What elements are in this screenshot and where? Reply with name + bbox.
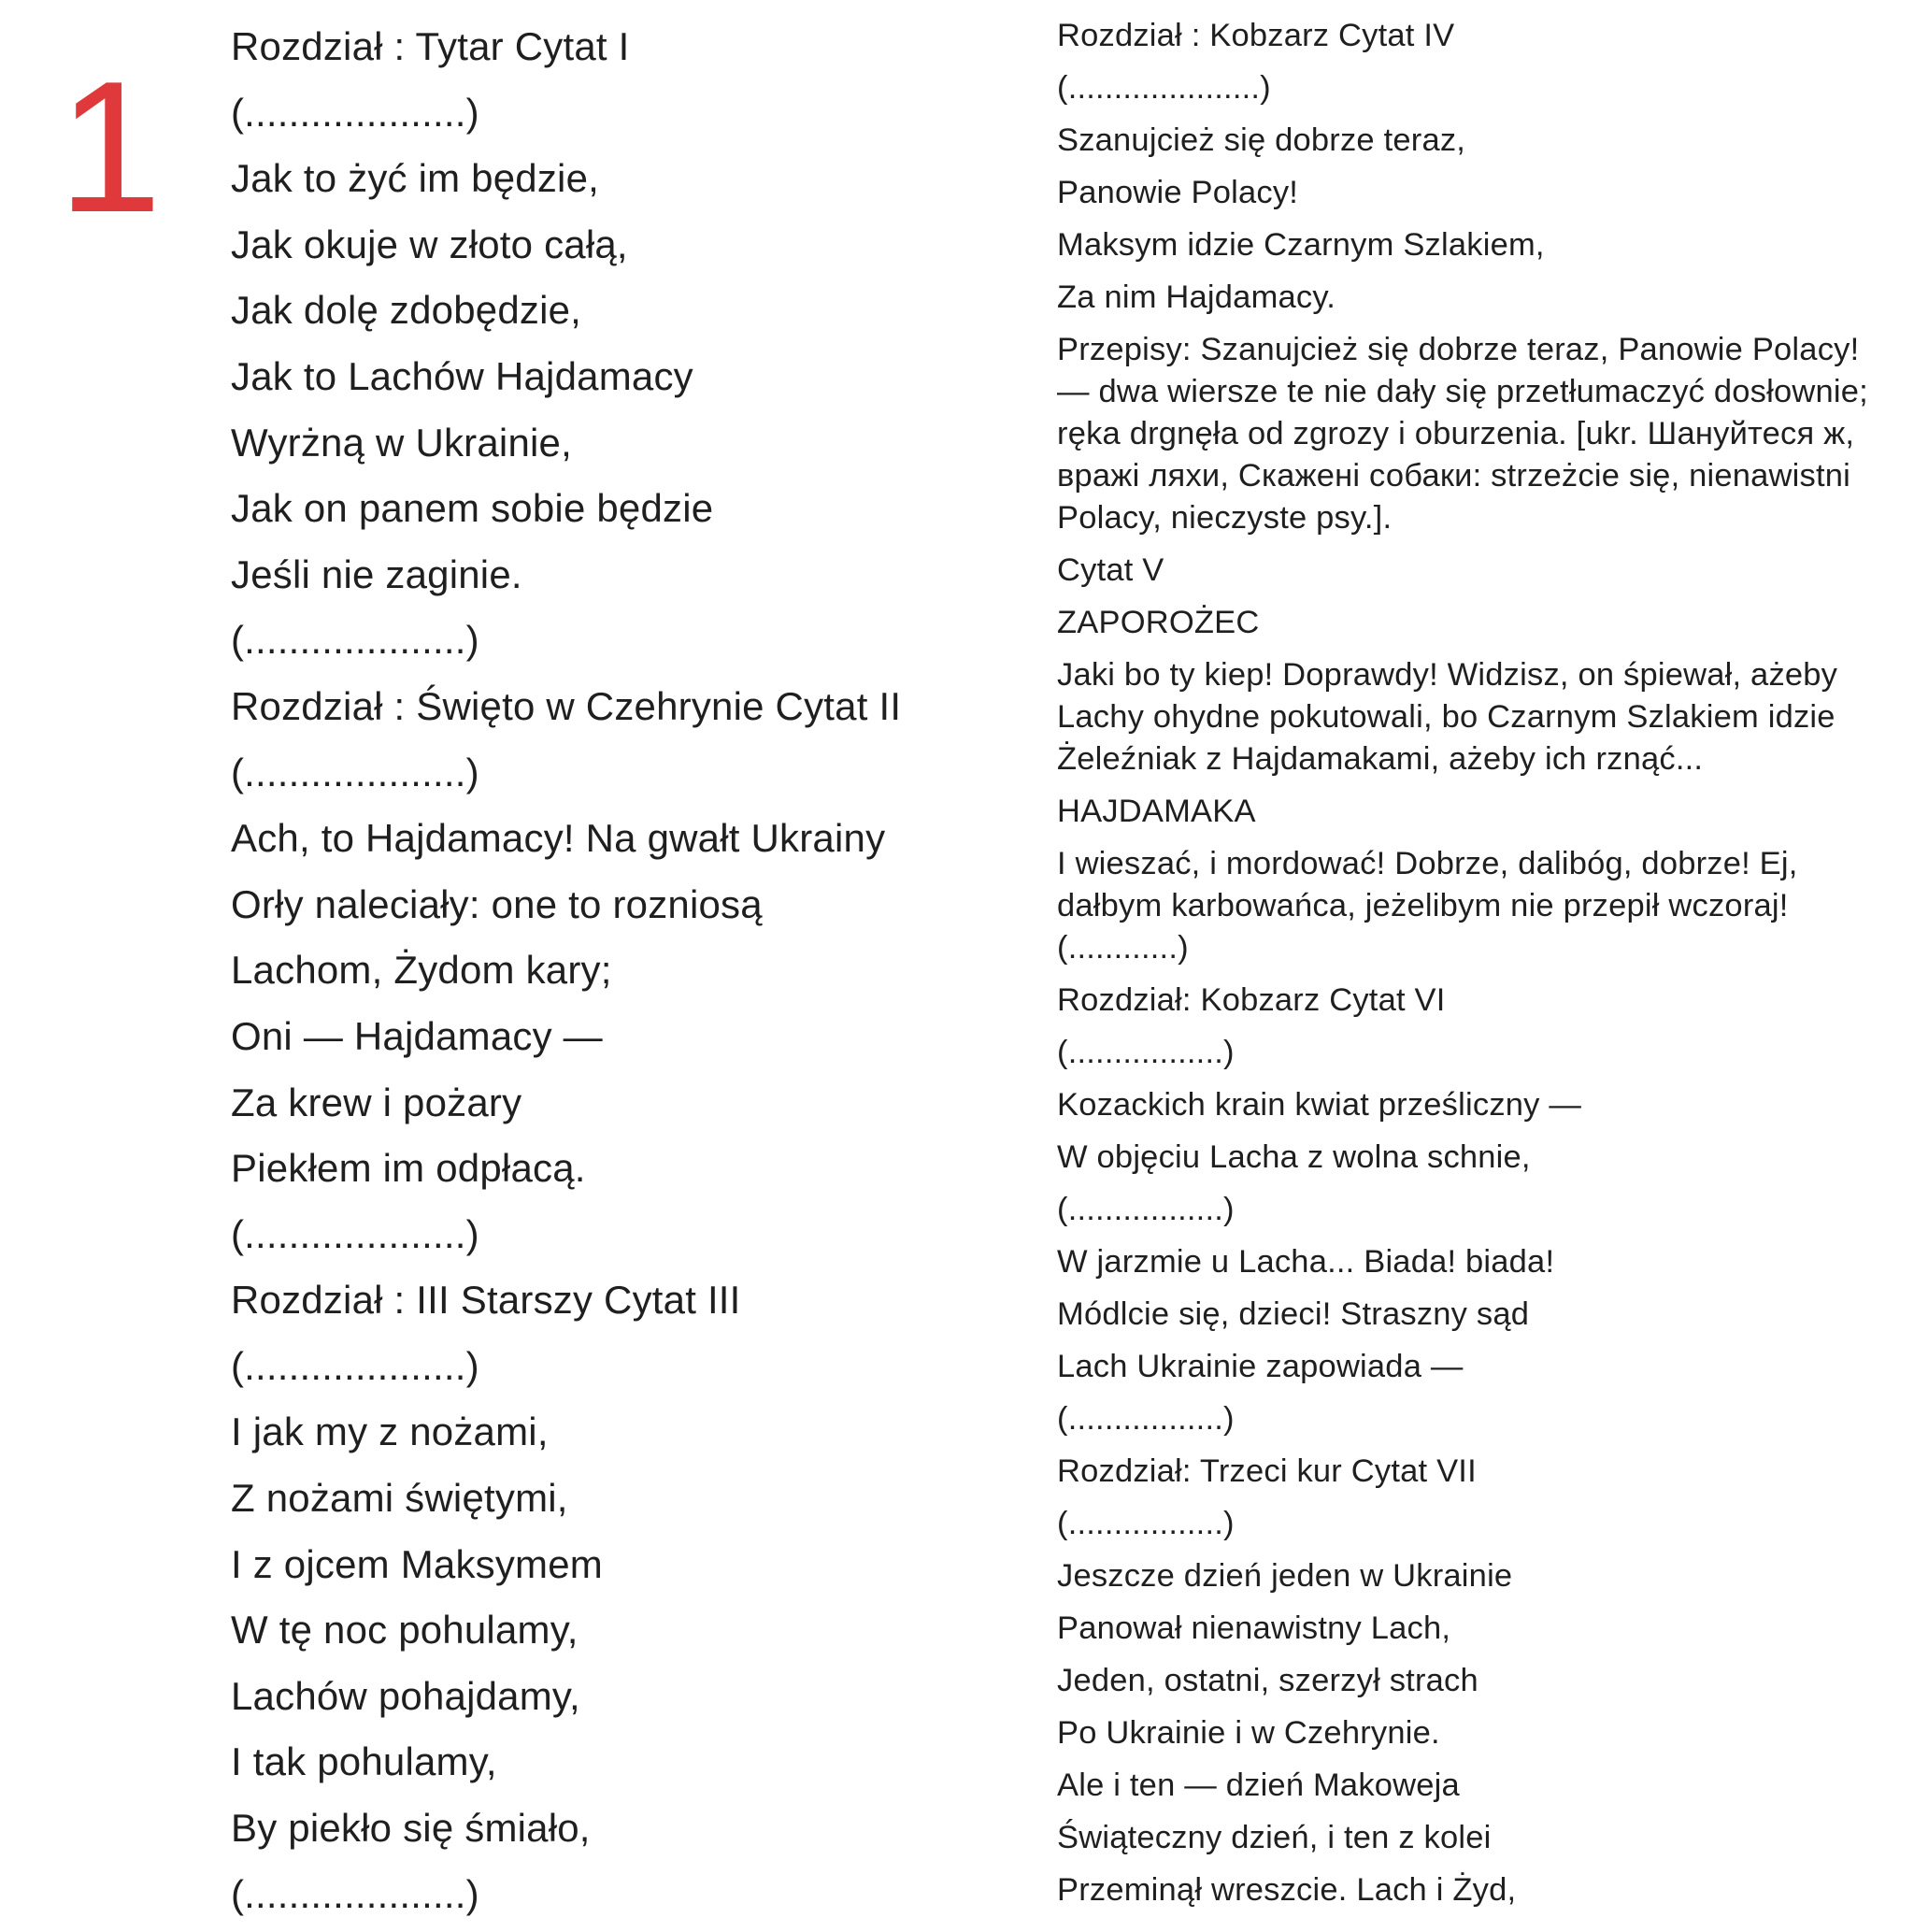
text-line: Cytat V — [1057, 552, 1164, 588]
text-line: Za nim Hajdamacy. — [1057, 279, 1336, 315]
text-line: (.................) — [1057, 1035, 1235, 1070]
text-line: Jeśli nie zaginie. — [231, 551, 522, 596]
text-line: Jak okuje w złoto całą, — [231, 222, 628, 266]
text-line: (.................) — [1057, 1401, 1235, 1437]
text-line: Ach, to Hajdamacy! Na gwałt Ukrainy — [231, 816, 886, 861]
text-line: Jak to Lachów Hajdamacy — [231, 353, 693, 398]
text-line: Piekłem im odpłacą. — [231, 1146, 586, 1191]
text-line: Jaki bo ty kiep! Doprawdy! Widzisz, on śpiewał, ażeby Lachy ohydne pokutowali, bo Czarnym Szlakiem idzie Żeleźniak z Hajdamakami, ażeby ich rznąć... — [1057, 657, 1838, 777]
text-line: Orły naleciały: one to rozniosą — [231, 881, 763, 926]
text-line: Lachów pohajdamy, — [231, 1673, 580, 1718]
text-line: Kozackich krain kwiat prześliczny — — [1057, 1087, 1582, 1123]
text-line: Panował nienawistny Lach, — [1057, 1610, 1451, 1646]
text-line: (....................) — [231, 1211, 479, 1256]
text-line: Rozdział: Trzeci kur Cytat VII — [1057, 1453, 1477, 1489]
text-line: (....................) — [231, 1871, 479, 1916]
text-line: (.................) — [1057, 1506, 1235, 1541]
text-line: Rozdział : Tytar Cytat I — [231, 24, 630, 68]
text-line: Przepisy: Szanujcież się dobrze teraz, Panowie Polacy! — dwa wiersze te nie dały się przetłumaczyć dosłownie; ręka drgnęła od zgrozy i oburzenia. [ukr. Шануйтеся ж, вражі ляхи, Скажені собаки: strzeżcie się, nienawistni Polacy, nieczyste psy.]. — [1057, 332, 1868, 536]
text-line: Ale i ten — dzień Makoweja — [1057, 1767, 1460, 1803]
text-line: Szanujcież się dobrze teraz, — [1057, 122, 1466, 158]
text-line: (....................) — [231, 1343, 479, 1388]
text-line: Jeszcze dzień jeden w Ukrainie — [1057, 1558, 1513, 1594]
text-line: (....................) — [231, 90, 479, 135]
text-line: Panowie Polacy! — [1057, 175, 1299, 210]
text-line: Jak on panem sobie będzie — [231, 486, 714, 531]
text-line: ZAPOROŻEC — [1057, 605, 1260, 640]
text-line: Módlcie się, dzieci! Straszny sąd — [1057, 1296, 1530, 1332]
text-line: Rozdział : III Starszy Cytat III — [231, 1278, 741, 1323]
text-line: By piekło się śmiało, — [231, 1806, 591, 1851]
text-line: Przeminął wreszcie. Lach i Żyd, — [1057, 1872, 1517, 1908]
text-line: W tę noc pohulamy, — [231, 1608, 578, 1653]
text-line: I wieszać, i mordować! Dobrze, dalibóg, dobrze! Ej, dałbym karbowańca, jeżelibym nie przepił wczoraj! (............) — [1057, 846, 1798, 966]
text-line: (....................) — [231, 618, 479, 663]
text-line: Rozdział : Kobzarz Cytat IV — [1057, 18, 1455, 53]
text-line: Rozdział: Kobzarz Cytat VI — [1057, 982, 1446, 1018]
text-line: Za krew i pożary — [231, 1080, 522, 1124]
text-line: W jarzmie u Lacha... Biada! biada! — [1057, 1244, 1555, 1280]
text-line: Świąteczny dzień, i ten z kolei — [1057, 1820, 1492, 1855]
text-line: (....................) — [231, 750, 479, 794]
left-text-column — [231, 19, 978, 1932]
text-line: W objęciu Lacha z wolna schnie, — [1057, 1139, 1531, 1175]
right-text-column — [1057, 15, 1879, 1922]
text-line: Maksym idzie Czarnym Szlakiem, — [1057, 227, 1545, 263]
text-line: HAJDAMAKA — [1057, 794, 1256, 829]
text-line: Z nożami świętymi, — [231, 1476, 568, 1521]
text-line: Lachom, Żydom kary; — [231, 948, 612, 993]
text-line: Jeden, ostatni, szerzył strach — [1057, 1663, 1478, 1698]
text-line: Jak to żyć im będzie, — [231, 156, 600, 201]
text-line: Wyrżną w Ukrainie, — [231, 420, 572, 465]
text-line: Oni — Hajdamacy — — [231, 1013, 603, 1058]
text-line: I z ojcem Maksymem — [231, 1541, 603, 1586]
text-line: (.....................) — [1057, 70, 1271, 106]
text-line: Rozdział : Święto w Czehrynie Cytat II — [231, 683, 902, 728]
text-line: (.................) — [1057, 1192, 1235, 1227]
text-line: Lach Ukrainie zapowiada — — [1057, 1349, 1464, 1384]
text-line: I jak my z nożami, — [231, 1410, 549, 1454]
page-number: 1 — [58, 43, 163, 251]
text-line: I tak pohulamy, — [231, 1739, 497, 1784]
text-line: Jak dolę zdobędzie, — [231, 288, 582, 333]
text-line: Po Ukrainie i w Czehrynie. — [1057, 1715, 1440, 1751]
